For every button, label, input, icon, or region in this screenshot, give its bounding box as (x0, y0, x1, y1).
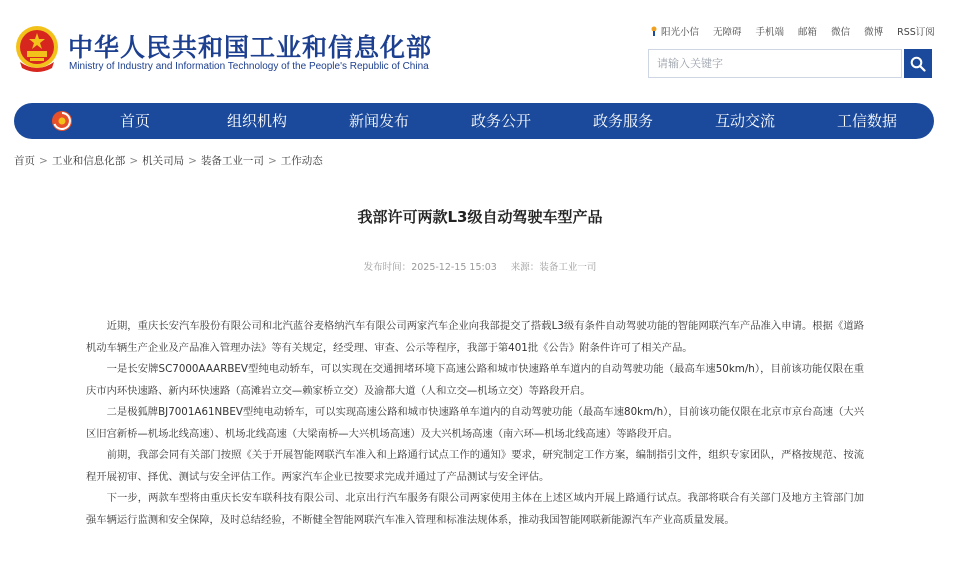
search-icon (910, 56, 926, 72)
article-paragraph: 近期，重庆长安汽车股份有限公司和北汽蓝谷麦格纳汽车有限公司两家汽车企业向我部提交了搭载L3级有条件自动驾驶功能的智能网联汽车产品准入申请。根据《道路机动车辆生产企业及产品准入管理办法》等有关规定，经受理、审查、公示等程序，我部于第401批《公告》附条件许可了相关产品。 (86, 320, 864, 354)
toplink-mailbox[interactable]: 邮箱 (798, 27, 818, 38)
toplink-sunshine[interactable] (650, 24, 699, 38)
breadcrumb-equipment-dept[interactable]: 装备工业一司 (200, 155, 264, 167)
search-box (648, 49, 902, 78)
publish-label: 发布时间： (363, 262, 412, 273)
breadcrumb-separator: > (188, 155, 197, 167)
toplink-mobile[interactable]: 手机端 (755, 27, 785, 38)
miit-logo-icon[interactable] (50, 109, 74, 133)
breadcrumb-separator: > (267, 155, 277, 167)
article-body (86, 316, 864, 531)
site-title[interactable]: 中华人民共和国工业和信息化部 (68, 33, 433, 62)
breadcrumb (14, 153, 323, 168)
toplink-accessibility[interactable]: 无障碍 (713, 27, 742, 38)
toplink-weibo[interactable]: 微博 (864, 27, 884, 38)
nav-news[interactable]: 新闻发布 (348, 112, 409, 130)
top-links (650, 24, 935, 38)
nav-data[interactable]: 工信数据 (836, 112, 897, 130)
article-paragraph: 下一步，两款车型将由重庆长安车联科技有限公司、北京出行汽车服务有限公司两家使用主体在上述区域内开展上路通行试点。我部将联合有关部门及地方主管部门加强车辆运行监测和安全保障，及时总结经验，不断健全智能网联汽车准入管理和标准法规体系，推动我国智能网联新能源汽车产业高质量发展。 (86, 492, 864, 526)
nav-government-affairs[interactable]: 政务公开 (470, 112, 531, 130)
national-emblem-icon[interactable] (14, 24, 60, 72)
article-paragraph: 前期，我部会同有关部门按照《关于开展智能网联汽车准入和上路通行试点工作的通知》要求，研究制定工作方案，编制指引文件，组织专家团队，严格按规范、按流程开展初审、择优、测试与安全评估工作。两家汽车企业已按要求完成并通过了产品测试与安全评估。 (86, 449, 864, 483)
nav-home[interactable]: 首页 (119, 112, 150, 130)
article-title: 我部许可两款L3级自动驾驶车型产品 (357, 208, 603, 226)
toplink-wechat[interactable]: 微信 (831, 27, 851, 38)
search-button[interactable] (904, 49, 932, 78)
site-header (0, 0, 960, 96)
breadcrumb-separator: > (39, 155, 48, 167)
search-input[interactable] (649, 50, 901, 77)
publish-time: 2025-12-15 15:03 (411, 262, 497, 273)
nav-organization[interactable]: 组织机构 (226, 112, 287, 130)
breadcrumb-separator: > (129, 155, 139, 167)
breadcrumb-ministry[interactable]: 工业和信息化部 (51, 155, 126, 167)
main-nav (14, 103, 934, 139)
article-paragraph: 一是长安牌SC7000AAARBEV型纯电动轿车，可以实现在交通拥堵环境下高速公路和城市快速路单车道内的自动驾驶功能（最高车速50km/h），目前该功能仅限在重庆市内环快速路、新内环快速路（高滩岩立交—赖家桥立交）及渝都大道（人和立交—机场立交）等路段开启。 (86, 363, 864, 397)
article-meta (0, 259, 960, 273)
breadcrumb-departments[interactable]: 机关司局 (142, 155, 185, 167)
breadcrumb-work-news[interactable]: 工作动态 (280, 155, 323, 167)
site-subtitle: Ministry of Industry and Information Technology of the People's Republic of China (69, 61, 429, 72)
toplink-label: 阳光小信 (661, 27, 700, 38)
article-paragraph: 二是极狐牌BJ7001A61NBEV型纯电动轿车，可以实现高速公路和城市快速路单车道内的自动驾驶功能（最高车速80km/h），目前该功能仅限在北京市京台高速（大兴区旧宫新桥—机场北线高速）、机场北线高速（大梁南桥—大兴机场高速）及大兴机场高速（南六环—机场北线高速）等路段开启。 (86, 406, 864, 440)
source-label: 来源： (510, 262, 540, 273)
source-name: 装备工业一司 (539, 262, 597, 273)
toplink-rss[interactable]: RSS订阅 (897, 27, 935, 38)
nav-interaction[interactable]: 互动交流 (714, 112, 775, 130)
nav-services[interactable]: 政务服务 (592, 112, 653, 130)
nav-items (74, 103, 928, 139)
breadcrumb-home[interactable]: 首页 (14, 155, 35, 167)
sun-icon (650, 26, 658, 36)
